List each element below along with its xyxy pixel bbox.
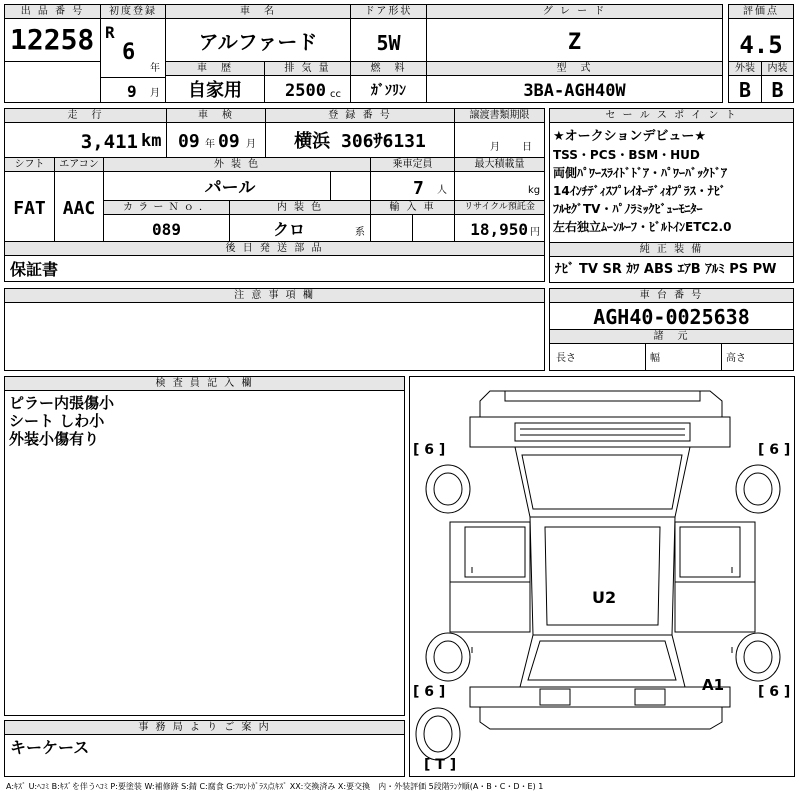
tire-rear-left: [ 6 ]: [413, 684, 446, 700]
office-note: キーケース: [10, 738, 90, 757]
damage-mark-roof: U2: [592, 588, 617, 607]
car-body-diagram: [410, 377, 794, 776]
width-label: 幅: [650, 353, 660, 364]
equipment-label: 純 正 装 備: [550, 243, 793, 257]
transfer-day-unit: 日: [522, 142, 532, 153]
inspection-month-unit: 月: [246, 139, 256, 150]
first-registration-label: 初度登録: [101, 5, 165, 19]
history: 自家用: [188, 80, 242, 101]
sales-point-list: [553, 128, 793, 236]
exterior-color: パール: [204, 178, 256, 198]
history-label: 車 歴: [166, 62, 264, 76]
later-parts-cell: [4, 241, 545, 282]
exterior-label: 外装: [729, 62, 761, 76]
model: 3BA-AGH40W: [523, 81, 626, 101]
score-label: 評価点: [729, 5, 793, 19]
notes-label: 注 意 事 項 欄: [5, 289, 544, 303]
max-load-label: 最大積載量: [455, 158, 544, 172]
recycle-fee: 18,950: [470, 220, 528, 239]
yen-unit: 円: [530, 227, 540, 238]
inspector-note: 外装小傷有り: [9, 430, 100, 448]
damage-mark-rear: A1: [702, 676, 725, 694]
recycle-label: リサイクル預託金: [455, 201, 544, 215]
lot-number-label: 出 品 番 号: [5, 5, 100, 19]
grade: Z: [567, 30, 582, 55]
displacement: 2500: [285, 81, 326, 101]
car-name: アルファード: [198, 30, 318, 54]
year-unit: 年: [150, 63, 160, 74]
people-unit: 人: [437, 185, 447, 196]
sales-point-item: ﾌﾙｾｸﾞTV・ﾊﾟﾉﾗﾐｯｸﾋﾞｭｰﾓﾆﾀｰ: [553, 202, 703, 216]
inspector-note: ピラー内張傷小: [9, 394, 115, 412]
aircon-label: エアコン: [55, 158, 103, 172]
registration-number: 横浜 306ｻ6131: [294, 131, 426, 152]
inspection-year: 09: [178, 131, 200, 152]
fuel-label: 燃 料: [351, 62, 426, 76]
notes-cell: [4, 288, 545, 371]
registration-label: 登 録 番 号: [266, 109, 454, 123]
sales-point-item: 左右独立ﾑｰﾝﾙｰﾌ・ﾋﾞﾙﾄｲﾝETC2.0: [553, 220, 732, 234]
aircon: AAC: [62, 198, 96, 219]
color-number: 089: [152, 220, 181, 239]
color-number-label: カ ラ ー Ｎ ｏ ．: [104, 201, 229, 215]
reg-month: 9: [127, 82, 137, 101]
exterior-color-label: 外 装 色: [104, 158, 370, 172]
tire-front-right: [ 6 ]: [758, 442, 791, 458]
sales-point-item: 14ｲﾝﾁﾃﾞｨｽﾌﾟﾚｲｵｰﾃﾞｨｵﾌﾟﾗｽ・ﾅﾋﾞ: [553, 184, 726, 198]
transfer-label: 譲渡書類期限: [455, 109, 544, 123]
displacement-label: 排 気 量: [265, 62, 350, 76]
chassis-number: AGH40-0025638: [593, 305, 750, 329]
cc-unit: cc: [330, 89, 341, 100]
inspection-month: 09: [218, 131, 240, 152]
model-label: 型 式: [427, 62, 722, 76]
tire-front-left: [ 6 ]: [413, 442, 446, 458]
length-label: 長さ: [556, 353, 576, 364]
shift: FAT: [13, 198, 46, 219]
chassis-label: 車 台 番 号: [550, 289, 793, 303]
km-unit: km: [141, 131, 162, 151]
door-type: 5W: [376, 31, 401, 55]
later-parts: 保証書: [10, 260, 59, 279]
score: 4.5: [739, 31, 783, 59]
door-label: ドア形状: [351, 5, 426, 19]
reg-year: 6: [122, 40, 136, 65]
mileage: 3,411: [80, 131, 138, 153]
interior-color-label: 内 装 色: [230, 201, 370, 215]
shift-label: シフト: [5, 158, 54, 172]
height-label: 高さ: [726, 353, 746, 364]
inspection-label: 車 検: [167, 109, 265, 123]
exterior-score: B: [738, 78, 752, 102]
lot-number: 12258: [10, 23, 95, 56]
transfer-month-unit: 月: [490, 142, 500, 153]
era: R: [105, 23, 115, 42]
grade-label: グ レ ー ド: [427, 5, 722, 19]
car-diagram: [409, 376, 795, 777]
sales-point-item: TSS・PCS・BSM・HUD: [553, 148, 700, 162]
interior-label: 内装: [762, 62, 793, 76]
inspection-year-unit: 年: [205, 139, 215, 150]
later-parts-label: 後 日 発 送 部 品: [5, 242, 544, 256]
car-name-label: 車 名: [166, 5, 350, 19]
equipment-list: ﾅﾋﾞ TV SR ｶﾜ ABS ｴｱB ｱﾙﾐ PS PW: [555, 262, 777, 277]
office-label: 事 務 局 よ り ご 案 内: [5, 721, 404, 735]
inspector-note: シート しわ小: [9, 412, 105, 430]
capacity: 7: [413, 178, 424, 199]
specs-label: 諸 元: [550, 329, 793, 344]
kei-unit: 系: [355, 227, 365, 238]
legend: A:ｷｽﾞ U:ﾍｺﾐ B:ｷｽﾞを伴うﾍｺﾐ P:要塗装 W:補修跡 S:錆 C:腐食 G:ﾌﾛﾝﾄｶﾞﾗｽ点ｷｽﾞ XX:交換済み X:要交換 内・外装評価 5段階ﾗﾝｸ順(A・B・C・D・E) 1: [6, 782, 544, 791]
mileage-label: 走 行: [5, 109, 166, 123]
sales-point-item: ★オークションデビュー★: [553, 129, 707, 144]
capacity-label: 乗車定員: [371, 158, 454, 172]
import-label: 輸 入 車: [371, 201, 454, 215]
inspector-notes: [9, 394, 114, 448]
fuel: ｶﾞｿﾘﾝ: [371, 83, 406, 99]
kg-unit: kg: [528, 185, 541, 196]
month-unit: 月: [150, 88, 160, 99]
sales-point-item: 両側ﾊﾟﾜｰｽﾗｲﾄﾞﾄﾞｱ・ﾊﾟﾜｰﾊﾞｯｸﾄﾞｱ: [553, 166, 728, 180]
spare-tire: [ T ]: [424, 757, 457, 773]
inspector-label: 検 査 員 記 入 欄: [5, 377, 404, 391]
interior-color: クロ: [272, 220, 305, 239]
interior-score: B: [771, 78, 784, 102]
sales-point-label: セ ー ル ス ポ イ ン ト: [550, 109, 793, 123]
tire-rear-right: [ 6 ]: [758, 684, 791, 700]
